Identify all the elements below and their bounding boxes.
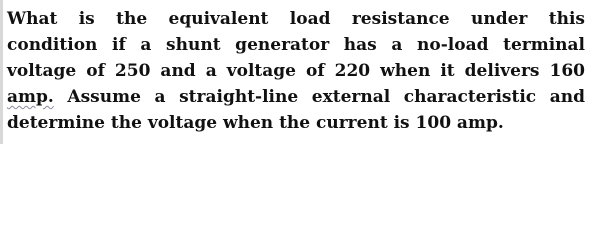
question-text	[7, 6, 585, 136]
question-line-3: voltage of 250 and a voltage of 220 when it delivers 160	[7, 61, 585, 81]
question-line-4	[7, 84, 585, 110]
left-border	[0, 0, 3, 144]
spellcheck-flagged-word: amp.	[7, 87, 54, 107]
question-line-1: What is the equivalent load resistance under this	[7, 9, 585, 29]
question-line-4-rest: Assume a straight-line external characteristic and	[53, 87, 585, 107]
question-line-2: condition if a shunt generator has a no-load terminal	[7, 35, 585, 55]
question-line-5: determine the voltage when the current is 100 amp.	[7, 113, 504, 133]
